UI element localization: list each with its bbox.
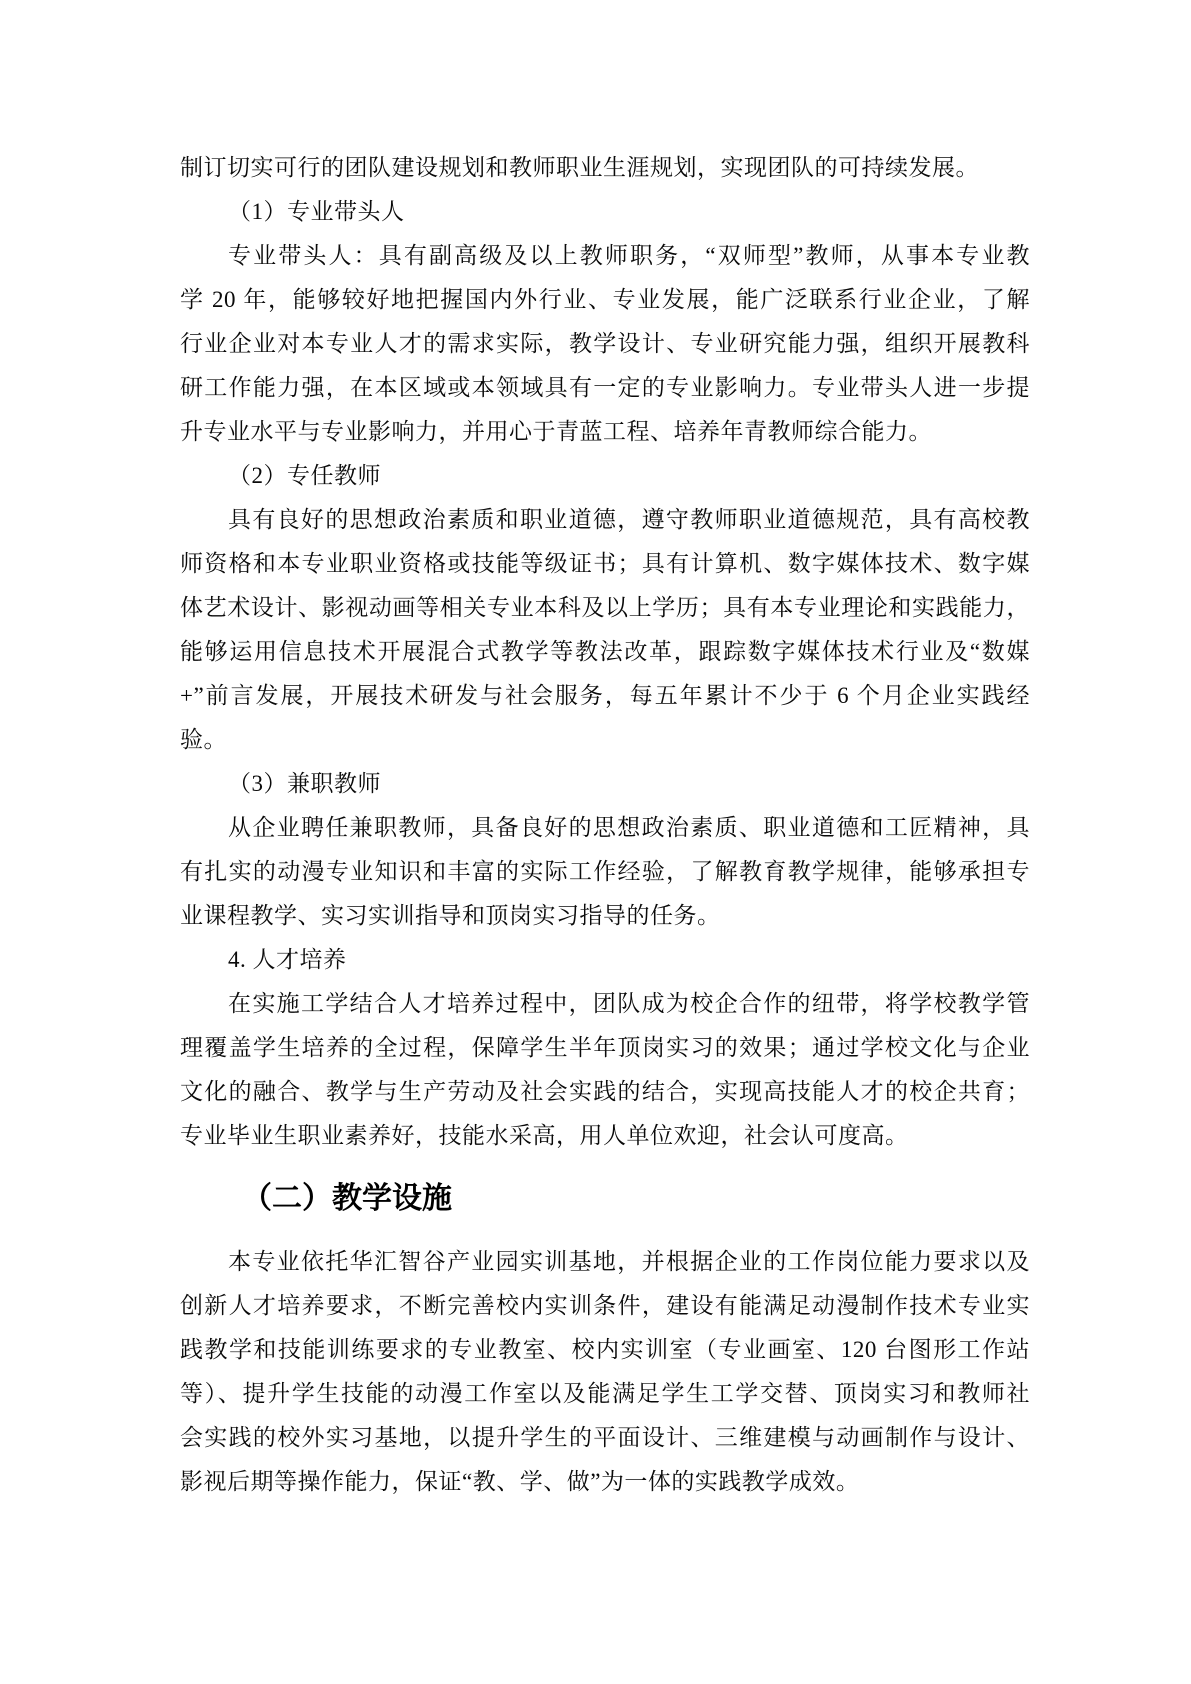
sub-heading-line: （2）专任教师 [228,463,381,488]
paragraph-line: 有扎实的动漫专业知识和丰富的实际工作经验，了解教育教学规律，能够承担专 [180,859,1030,884]
paragraph-line: 文化的融合、教学与生产劳动及社会实践的结合，实现高技能人才的校企共育； [180,1079,1030,1104]
paragraph-line: 等）、提升学生技能的动漫工作室以及能满足学生工学交替、顶岗实习和教师社 [180,1381,1030,1406]
paragraph-line: 会实践的校外实习基地，以提升学生的平面设计、三维建模与动画制作与设计、 [180,1425,1030,1450]
paragraph-line: 升专业水平与专业影响力，并用心于青蓝工程、培养年青教师综合能力。 [180,419,932,444]
paragraph-line: 学 20 年，能够较好地把握国内外行业、专业发展，能广泛联系行业企业，了解 [180,287,1030,312]
paragraph-line: 体艺术设计、影视动画等相关专业本科及以上学历；具有本专业理论和实践能力， [180,595,1030,620]
paragraph-line: 师资格和本专业职业资格或技能等级证书；具有计算机、数字媒体技术、数字媒 [180,551,1030,576]
paragraph-line: 本专业依托华汇智谷产业园实训基地，并根据企业的工作岗位能力要求以及 [228,1249,1030,1274]
sub-heading-line: （1）专业带头人 [228,199,405,224]
paragraph-line: 从企业聘任兼职教师，具备良好的思想政治素质、职业道德和工匠精神，具 [228,815,1030,840]
paragraph-line: 能够运用信息技术开展混合式教学等教法改革，跟踪数字媒体技术行业及“数媒 [180,639,1030,664]
sub-heading-line: （3）兼职教师 [228,771,381,796]
paragraph-line: 验。 [180,727,227,752]
paragraph-line: +”前言发展，开展技术研发与社会服务，每五年累计不少于 6 个月企业实践经 [180,683,1030,708]
paragraph-line: 专业带头人：具有副高级及以上教师职务，“双师型”教师，从事本专业教 [228,243,1030,268]
paragraph-line: 理覆盖学生培养的全过程，保障学生半年顶岗实习的效果；通过学校文化与企业 [180,1035,1030,1060]
sub-heading-line: 4. 人才培养 [228,947,347,972]
paragraph-line: 创新人才培养要求，不断完善校内实训条件，建设有能满足动漫制作技术专业实 [180,1293,1030,1318]
paragraph-line: 具有良好的思想政治素质和职业道德，遵守教师职业道德规范，具有高校教 [228,507,1030,532]
paragraph-line: 研工作能力强，在本区域或本领域具有一定的专业影响力。专业带头人进一步提 [180,375,1030,400]
paragraph-line: 专业毕业生职业素养好，技能水采高，用人单位欢迎，社会认可度高。 [180,1123,909,1148]
paragraph-line: 业课程教学、实习实训指导和顶岗实习指导的任务。 [180,903,721,928]
document-body [180,146,1030,1504]
section-heading: （二）教学设施 [242,1182,452,1215]
paragraph-line: 制订切实可行的团队建设规划和教师职业生涯规划，实现团队的可持续发展。 [180,155,979,180]
paragraph-line: 行业企业对本专业人才的需求实际，教学设计、专业研究能力强，组织开展教科 [180,331,1030,356]
paragraph-line: 在实施工学结合人才培养过程中，团队成为校企合作的纽带，将学校教学管 [228,991,1030,1016]
paragraph-line: 践教学和技能训练要求的专业教室、校内实训室（专业画室、120 台图形工作站 [180,1337,1030,1362]
paragraph-line: 影视后期等操作能力，保证“教、学、做”为一体的实践教学成效。 [180,1469,860,1494]
